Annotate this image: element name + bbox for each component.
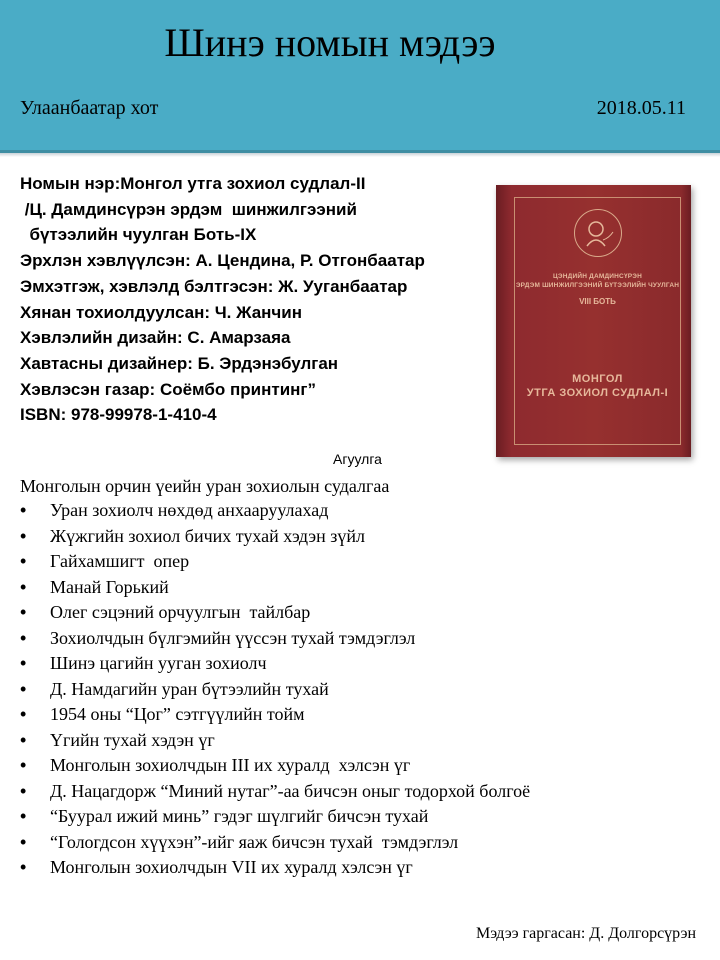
list-item <box>20 830 530 856</box>
list-item-text: 1954 оны “Цог” сэтгүүлийн тойм <box>50 704 305 724</box>
author-credit: Мэдээ гаргасан: Д. Долгорсүрэн <box>476 925 696 942</box>
list-item-text: Д. Нацагдорж “Миний нутаг”-аа бичсэн оныг тодорхой болгоё <box>50 780 531 801</box>
bullet-icon: • <box>20 780 27 801</box>
list-item <box>20 855 530 881</box>
list-item <box>20 600 530 626</box>
list-item <box>20 575 530 601</box>
list-item-text: Зохиолчдын бүлгэмийн үүссэн тухай тэмдэглэл <box>50 627 416 648</box>
bullet-icon: • <box>20 806 27 826</box>
list-item <box>20 549 530 575</box>
list-item <box>20 626 530 652</box>
bullet-icon: • <box>20 551 27 571</box>
list-item <box>20 651 530 677</box>
list-item-text: Жүжгийн зохиол бичих тухай хэдэн зүйл <box>50 525 366 546</box>
list-item <box>20 779 530 805</box>
bullet-icon: • <box>20 755 27 775</box>
bullet-icon: • <box>20 525 27 546</box>
bullet-icon: • <box>20 602 27 622</box>
portrait-emblem-icon <box>574 209 622 257</box>
list-item-text: Д. Намдагийн уран бүтээлийн тухай <box>50 678 329 699</box>
bullet-icon: • <box>20 857 27 877</box>
bullet-icon: • <box>20 500 27 520</box>
date-label: 2018.05.11 <box>596 97 686 119</box>
list-item <box>20 804 530 830</box>
detail-line: ISBN: 978-99978-1-410-4 <box>20 405 217 425</box>
contents-heading: Агуулга <box>333 451 382 467</box>
list-item-text: Үгийн тухай хэдэн үг <box>50 729 215 750</box>
detail-line: /Ц. Дамдинсүрэн эрдэм шинжилгээний <box>20 199 357 219</box>
bullet-icon: • <box>20 653 27 673</box>
bullet-icon: • <box>20 678 27 699</box>
bullet-icon: • <box>20 729 27 750</box>
list-item-text: Монголын зохиолчдын III их хуралд хэлсэн үг <box>50 755 411 775</box>
contents-intro: Монголын орчин үеийн уран зохиолын судалгаа <box>20 476 390 496</box>
banner-divider <box>0 153 720 157</box>
list-item-text: “Буурал ижий минь” гэдэг шүлгийг бичсэн тухай <box>50 806 429 826</box>
list-item-text: Уран зохиолч нөхдөд анхааруулахад <box>50 500 329 520</box>
list-item <box>20 524 530 550</box>
book-title-line: УТГА ЗОХИОЛ СУДЛАЛ-I <box>526 387 669 399</box>
bullet-icon: • <box>20 576 27 597</box>
book-volume-text: VIII БОТЬ <box>579 297 616 306</box>
detail-line: Хэвлэсэн газар: Соёмбо принтинг” <box>20 379 317 399</box>
bullet-icon: • <box>20 831 27 852</box>
list-item <box>20 702 530 728</box>
list-item-text: “Гологдсон хүүхэн”-ийг яаж бичсэн тухай тэмдэглэл <box>50 831 459 852</box>
detail-line: Хэвлэлийн дизайн: С. Амарзаяа <box>20 328 291 348</box>
book-series-line: ЦЭНДИЙН ДАМДИНСҮРЭН <box>552 273 643 280</box>
book-cover-image <box>496 185 691 457</box>
detail-line: Хавтасны дизайнер: Б. Эрдэнэбулган <box>20 353 339 373</box>
bullet-icon: • <box>20 704 27 724</box>
book-series-line: ЭРДЭМ ШИНЖИЛГЭЭНИЙ БҮТЭЭЛИЙН ЧУУЛГАН <box>515 282 680 289</box>
book-title-line: МОНГОЛ <box>572 373 623 385</box>
book-details <box>20 171 490 428</box>
list-item-text: Гайхамшигт опер <box>50 551 190 571</box>
list-item-text: Манай Горький <box>50 576 169 597</box>
bullet-icon: • <box>20 627 27 648</box>
list-item <box>20 498 530 524</box>
city-label: Улаанбаатар хот <box>20 97 159 119</box>
book-series-text <box>514 272 681 290</box>
list-item-text: Монголын зохиолчдын VII их хуралд хэлсэн үг <box>50 857 413 877</box>
list-item <box>20 753 530 779</box>
page-title: Шинэ номын мэдээ <box>164 20 496 65</box>
contents-list <box>20 498 530 881</box>
list-item <box>20 677 530 703</box>
detail-line: Хянан тохиолдуулсан: Ч. Жанчин <box>20 302 303 322</box>
detail-line: бүтээлийн чуулган Боть-IX <box>20 225 257 245</box>
detail-line: Эмхэтгэж, хэвлэлд бэлтгэсэн: Ж. Ууганбаатар <box>20 276 408 296</box>
header-banner <box>0 0 720 153</box>
list-item-text: Олег сэцэний орчуулгын тайлбар <box>50 602 311 622</box>
book-cover-title <box>514 372 681 400</box>
detail-line: Эрхлэн хэвлүүлсэн: А. Цендина, Р. Отгонбаатар <box>20 251 425 271</box>
list-item-text: Шинэ цагийн ууган зохиолч <box>50 653 267 673</box>
detail-line: Номын нэр:Монгол утга зохиол судлал-II <box>20 174 366 193</box>
list-item <box>20 728 530 754</box>
